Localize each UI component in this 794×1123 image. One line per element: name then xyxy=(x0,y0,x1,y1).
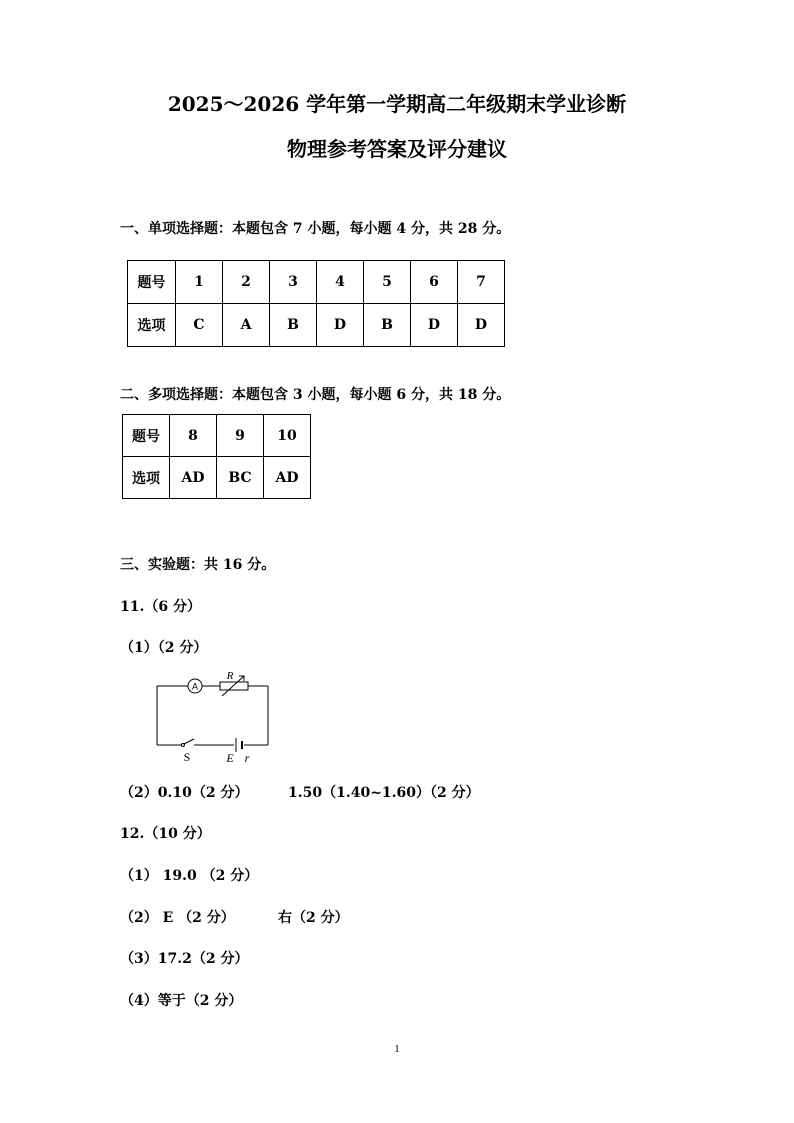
table-cell: AD xyxy=(264,457,311,499)
section1-heading: 一、单项选择题：本题包含 7 小题，每小题 4 分，共 28 分。 xyxy=(120,221,511,237)
table-cell: D xyxy=(317,304,364,347)
q12-part3: （3）17.2（2 分） xyxy=(120,951,249,967)
table-row xyxy=(128,304,505,347)
table-cell: B xyxy=(364,304,411,347)
table-cell: A xyxy=(223,304,270,347)
table-cell: B xyxy=(270,304,317,347)
table-cell: 6 xyxy=(411,261,458,304)
table-cell: 8 xyxy=(170,415,217,457)
table-cell: 2 xyxy=(223,261,270,304)
table-cell: 9 xyxy=(217,415,264,457)
section2-heading: 二、多项选择题：本题包含 3 小题，每小题 6 分，共 18 分。 xyxy=(120,387,511,403)
table-cell: D xyxy=(411,304,458,347)
table-cell: 5 xyxy=(364,261,411,304)
ammeter-label: A xyxy=(191,681,199,692)
internal-resistance-label: r xyxy=(244,751,250,765)
q12-part4: （4）等于（2 分） xyxy=(120,993,243,1009)
section1-answer-table xyxy=(127,260,505,347)
emf-label: E xyxy=(226,751,234,765)
q12-part1: （1） 19.0 （2 分） xyxy=(120,868,259,884)
q11-part2-b: 1.50（1.40~1.60）（2 分） xyxy=(288,785,480,801)
circuit-diagram xyxy=(150,668,280,768)
page-number: 1 xyxy=(394,1043,400,1055)
q12-part2-b: 右（2 分） xyxy=(278,910,349,926)
q12-title: 12.（10 分） xyxy=(120,826,211,842)
table-cell: 10 xyxy=(264,415,311,457)
table-cell: 4 xyxy=(317,261,364,304)
row-label: 选项 xyxy=(123,457,170,499)
rheostat-icon xyxy=(220,676,248,696)
q11-part2-a: （2）0.10（2 分） xyxy=(120,785,249,801)
table-cell: 3 xyxy=(270,261,317,304)
q12-part2-a: （2） E （2 分） xyxy=(120,910,235,926)
table-cell: C xyxy=(176,304,223,347)
page-subtitle: 物理参考答案及评分建议 xyxy=(287,137,507,161)
page-title: 2025～2026 学年第一学期高二年级期末学业诊断 xyxy=(167,92,627,116)
table-cell: D xyxy=(458,304,505,347)
table-cell: 7 xyxy=(458,261,505,304)
table-cell: AD xyxy=(170,457,217,499)
table-cell: BC xyxy=(217,457,264,499)
q11-part1: （1）（2 分） xyxy=(120,640,208,656)
switch-label: S xyxy=(183,750,191,764)
row-label: 题号 xyxy=(128,261,176,304)
battery-icon xyxy=(236,738,242,752)
table-row xyxy=(123,415,311,457)
row-label: 选项 xyxy=(128,304,176,347)
table-row xyxy=(123,457,311,499)
row-label: 题号 xyxy=(123,415,170,457)
switch-icon xyxy=(182,739,195,747)
table-cell: 1 xyxy=(176,261,223,304)
section3-heading: 三、实验题：共 16 分。 xyxy=(120,557,276,573)
section2-answer-table xyxy=(122,414,311,499)
q11-title: 11.（6 分） xyxy=(120,599,201,615)
resistor-label: R xyxy=(226,670,234,682)
table-row xyxy=(128,261,505,304)
